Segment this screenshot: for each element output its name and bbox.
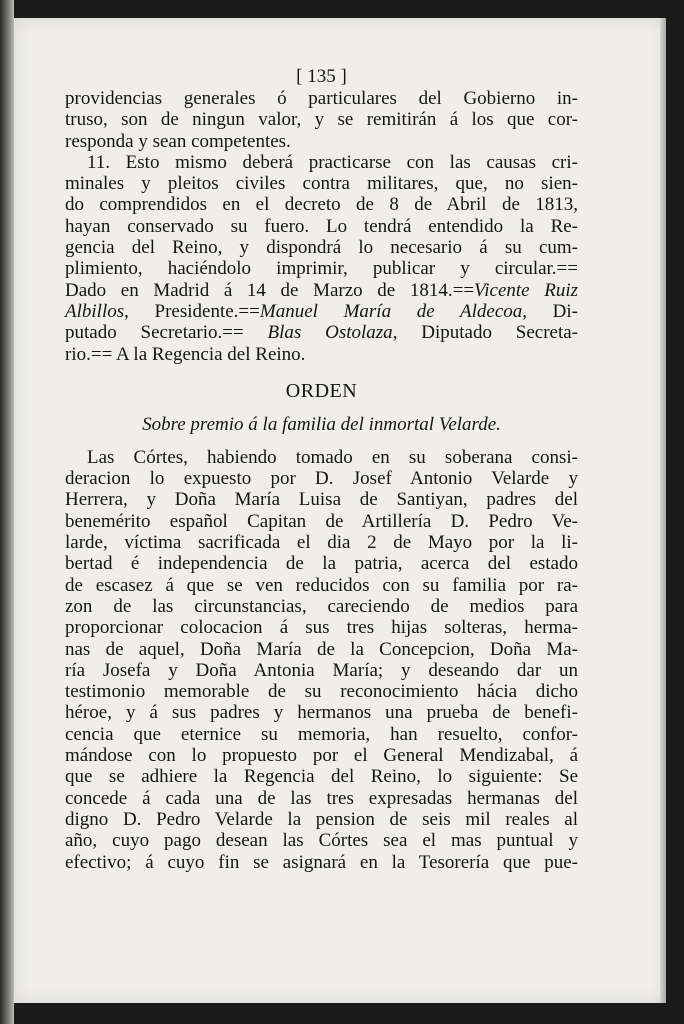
signer-title: , Diputado Secreta- [392, 322, 578, 344]
text-line: plimiento, haciéndolo imprimir, publicar y circular.== [65, 258, 578, 280]
signature-line: rio.== A la Regencia del Reino. [65, 343, 306, 365]
top-paragraph [65, 88, 578, 152]
text-line: concede á cada una de las tres expresadas hermanas del [65, 787, 578, 809]
article-11-paragraph [65, 152, 578, 280]
text-line: Las Córtes, habiendo tomado en su soberana consi- [87, 446, 578, 468]
text-line: do comprendidos en el decreto de 8 de Abril de 1813, [65, 194, 578, 216]
signer-title: putado Secretario.== [65, 322, 244, 344]
signer-title: , Di- [522, 300, 579, 322]
signature-line [65, 301, 578, 322]
text-line: que se adhiere la Regencia del Reino, lo siguiente: Se [65, 766, 578, 788]
signature-line [65, 280, 578, 301]
text-line: de escasez á que se ven reducidos con su familia por ra- [65, 574, 578, 596]
text-line: nas de aquel, Doña María de la Concepcion, Doña Ma- [65, 638, 578, 660]
text-line: responda y sean competentes. [65, 130, 291, 152]
text-line: minales y pleitos civiles contra militares, que, no sien- [65, 173, 578, 195]
book-spine-edge [0, 0, 14, 1024]
text-line: deracion lo expuesto por D. Josef Antonio Velarde y [65, 468, 578, 490]
signer-name: Albillos [65, 300, 125, 322]
text-line: testimonio memorable de su reconocimiento hácia dicho [65, 681, 578, 703]
text-line: digno D. Pedro Velarde la pension de seis mil reales al [65, 808, 578, 830]
text-line: 11. Esto mismo deberá practicarse con las causas cri- [87, 151, 578, 173]
order-body-paragraph [65, 447, 578, 873]
text-line: zon de las circunstancias, careciendo de medios para [65, 595, 578, 617]
signer-name: Manuel María de Aldecoa [259, 300, 523, 322]
signature-line [65, 322, 578, 343]
text-line: truso, son de ningun valor, y se remitirán á los que cor- [65, 109, 578, 131]
page-text-block [65, 66, 578, 873]
text-line: Herrera, y Doña María Luisa de Santiyan, padres del [65, 489, 578, 511]
page-number: [ 135 ] [296, 66, 347, 87]
date-text: Dado en Madrid á 14 de Marzo de 1814.== [65, 279, 475, 301]
text-line: proporcionar colocacion á sus tres hijas solteras, herma- [65, 617, 578, 639]
signer-name: Vicente Ruiz [474, 279, 578, 301]
text-line: benemérito español Capitan de Artillería D. Pedro Ve- [65, 510, 578, 532]
text-line: hayan conservado su fuero. Lo tendrá entendido la Re- [65, 215, 578, 237]
text-line: gencia del Reino, y dispondrá lo necesario á su cum- [65, 237, 578, 259]
text-line: año, cuyo pago desean las Córtes sea el mas puntual y [65, 830, 578, 852]
text-line: héroe, y á sus padres y hermanos una prueba de benefi- [65, 702, 578, 724]
order-heading: ORDEN [285, 379, 358, 402]
text-line: mándose con lo propuesto por el General Mendizabal, á [65, 745, 578, 767]
book-page [14, 18, 666, 1003]
text-line: providencias generales ó particulares del Gobierno in- [65, 88, 578, 109]
text-line: bertad é independencia de la patria, acerca del estado [65, 553, 578, 575]
text-line: cencia que eternice su memoria, han resuelto, confor- [65, 723, 578, 745]
order-subheading: Sobre premio á la familia del inmortal Velarde. [142, 413, 501, 435]
signer-title: , Presidente.== [124, 300, 260, 322]
text-line: ría Josefa y Doña Antonia María; y deseando dar un [65, 659, 578, 681]
text-line: larde, víctima sacrificada el dia 2 de Mayo por la li- [65, 532, 578, 554]
text-line: efectivo; á cuyo fin se asignará en la Tesorería que pue- [65, 851, 578, 873]
signer-name: Blas Ostolaza [267, 322, 393, 344]
signature-block [65, 280, 578, 365]
